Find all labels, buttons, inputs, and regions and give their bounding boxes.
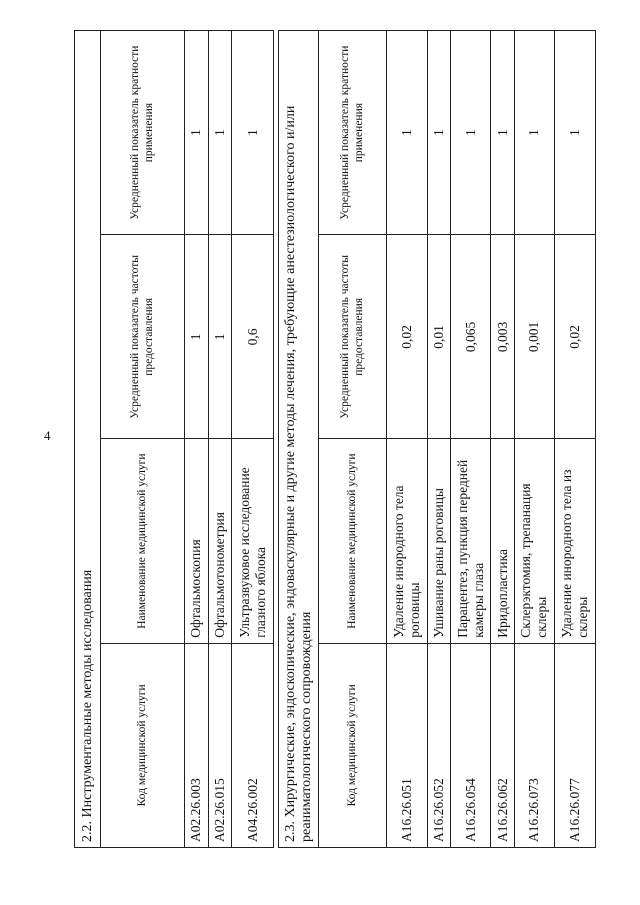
- section-2-2: [74, 30, 274, 848]
- table-row: [450, 31, 491, 848]
- service-code: A02.26.015: [208, 643, 232, 847]
- section-title: 2.3. Хирургические, эндоскопические, эндоваскулярные и другие методы лечения, требующие анестезиологического и/или реаниматологического сопровождения: [279, 31, 319, 848]
- multiplicity-value: 1: [555, 31, 596, 235]
- table-row: [232, 31, 274, 848]
- multiplicity-value: 1: [450, 31, 491, 235]
- section-title: 2.2. Инструментальные методы исследования: [75, 31, 101, 848]
- service-code: A02.26.003: [185, 643, 209, 847]
- frequency-value: 0,065: [450, 235, 491, 439]
- service-code: A16.26.062: [491, 643, 514, 847]
- page-number: 4: [44, 428, 51, 443]
- service-code: A16.26.073: [514, 643, 555, 847]
- frequency-value: 0,02: [387, 235, 428, 439]
- service-name: Офтальмотонометрия: [208, 439, 232, 643]
- frequency-value: 0,001: [514, 235, 555, 439]
- header-code: Код медицинской услуги: [319, 643, 387, 847]
- frequency-value: 1: [185, 235, 209, 439]
- service-name: Удаление инородного тела роговицы: [387, 439, 428, 643]
- section-2-3: [278, 30, 596, 848]
- frequency-value: 0,01: [427, 235, 450, 439]
- service-name: Ушивание раны роговицы: [427, 439, 450, 643]
- service-name: Офтальмоскопия: [185, 439, 209, 643]
- table-row: [208, 31, 232, 848]
- table-row: [185, 31, 209, 848]
- service-code: A16.26.052: [427, 643, 450, 847]
- header-frequency: Усредненный показатель частоты предоставления: [319, 235, 387, 439]
- surgical-methods-table: [278, 30, 596, 848]
- multiplicity-value: 1: [514, 31, 555, 235]
- multiplicity-value: 1: [185, 31, 209, 235]
- header-multiplicity: Усредненный показатель кратности применения: [319, 31, 387, 235]
- header-code: Код медицинской услуги: [101, 643, 185, 847]
- table-row: [555, 31, 596, 848]
- table-row: [387, 31, 428, 848]
- header-frequency: Усредненный показатель частоты предоставления: [101, 235, 185, 439]
- service-name: Иридопластика: [491, 439, 514, 643]
- header-name: Наименование медицинской услуги: [319, 439, 387, 643]
- frequency-value: 0,003: [491, 235, 514, 439]
- frequency-value: 1: [208, 235, 232, 439]
- service-name: Ультразвуковое исследование глазного яблока: [232, 439, 274, 643]
- frequency-value: 0,6: [232, 235, 274, 439]
- service-name: Склерэктомия, трепанация склеры: [514, 439, 555, 643]
- table-row: [491, 31, 514, 848]
- service-code: A16.26.054: [450, 643, 491, 847]
- table-row: [427, 31, 450, 848]
- frequency-value: 0,02: [555, 235, 596, 439]
- multiplicity-value: 1: [208, 31, 232, 235]
- service-code: A04.26.002: [232, 643, 274, 847]
- service-name: Удаление инородного тела из склеры: [555, 439, 596, 643]
- multiplicity-value: 1: [232, 31, 274, 235]
- table-row: [514, 31, 555, 848]
- instrumental-methods-table: [74, 30, 274, 848]
- multiplicity-value: 1: [427, 31, 450, 235]
- service-name: Парацентез, пункция передней камеры глаза: [450, 439, 491, 643]
- multiplicity-value: 1: [387, 31, 428, 235]
- service-code: A16.26.051: [387, 643, 428, 847]
- header-name: Наименование медицинской услуги: [101, 439, 185, 643]
- header-multiplicity: Усредненный показатель кратности применения: [101, 31, 185, 235]
- multiplicity-value: 1: [491, 31, 514, 235]
- service-code: A16.26.077: [555, 643, 596, 847]
